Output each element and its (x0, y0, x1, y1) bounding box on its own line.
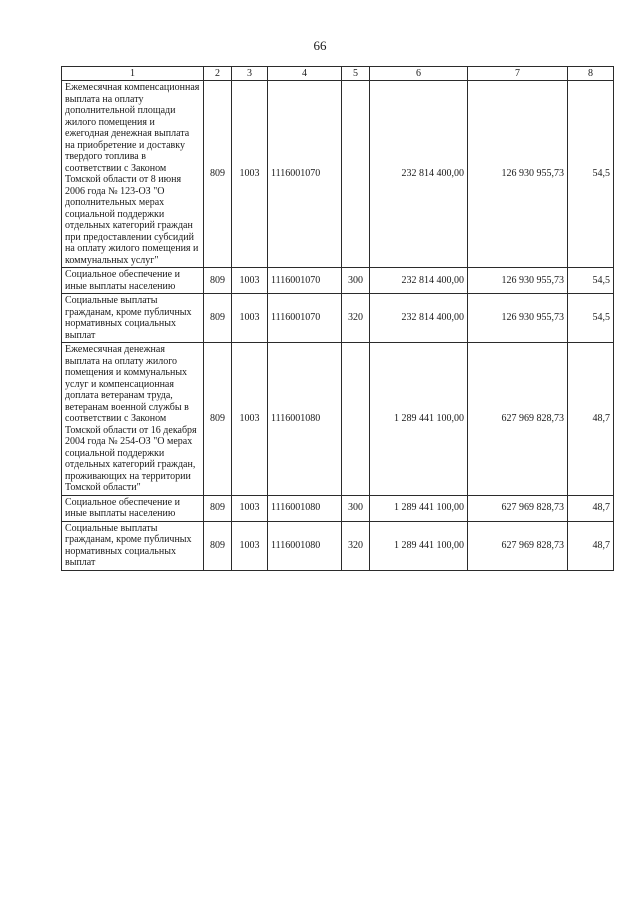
section-code-cell: 1003 (232, 81, 268, 268)
actual-amount-cell: 627 969 828,73 (468, 521, 568, 570)
admin-code-cell: 809 (204, 268, 232, 294)
row-name-cell: Социальные выплаты гражданам, кроме публичных нормативных социальных выплат (62, 521, 204, 570)
expense-type-cell (342, 81, 370, 268)
section-code-cell: 1003 (232, 343, 268, 496)
column-header: 2 (204, 67, 232, 81)
percent-cell: 48,7 (568, 495, 614, 521)
target-article-cell: 1116001070 (268, 81, 342, 268)
actual-amount-cell: 627 969 828,73 (468, 343, 568, 496)
target-article-cell: 1116001070 (268, 294, 342, 343)
column-header: 7 (468, 67, 568, 81)
actual-amount-cell: 126 930 955,73 (468, 268, 568, 294)
expense-type-cell: 300 (342, 495, 370, 521)
section-code-cell: 1003 (232, 521, 268, 570)
section-code-cell: 1003 (232, 294, 268, 343)
admin-code-cell: 809 (204, 343, 232, 496)
admin-code-cell: 809 (204, 495, 232, 521)
table-row (62, 495, 614, 521)
plan-amount-cell: 1 289 441 100,00 (370, 495, 468, 521)
table-row (62, 81, 614, 268)
row-name-cell: Ежемесячная компенсационная выплата на оплату дополнительной площади жилого помещения и ежегодная денежная выплата на приобретение и доставку твердого топлива в соответствии с Законом Томской области от 8 июня 2006 года № 123-ОЗ "О дополнительных мерах социальной поддержки отдельных категорий граждан при предоставлении субсидий на оплату жилого помещения и коммунальных услуг" (62, 81, 204, 268)
column-header: 3 (232, 67, 268, 81)
column-header: 4 (268, 67, 342, 81)
admin-code-cell: 809 (204, 81, 232, 268)
plan-amount-cell: 232 814 400,00 (370, 81, 468, 268)
plan-amount-cell: 232 814 400,00 (370, 294, 468, 343)
table-row (62, 521, 614, 570)
row-name-cell: Ежемесячная денежная выплата на оплату жилого помещения и коммунальных услуг и компенсационная доплата ветеранам труда, ветеранам военной службы в соответствии с Законом Томской области от 16 декабря 2004 года № 254-ОЗ "О мерах социальной поддержки отдельных категорий граждан, проживающих на территории Томской области" (62, 343, 204, 496)
row-name-cell: Социальное обеспечение и иные выплаты населению (62, 268, 204, 294)
target-article-cell: 1116001080 (268, 495, 342, 521)
target-article-cell: 1116001080 (268, 343, 342, 496)
budget-table (61, 66, 614, 571)
column-header: 1 (62, 67, 204, 81)
section-code-cell: 1003 (232, 268, 268, 294)
table-row (62, 294, 614, 343)
row-name-cell: Социальные выплаты гражданам, кроме публичных нормативных социальных выплат (62, 294, 204, 343)
percent-cell: 54,5 (568, 268, 614, 294)
column-header: 8 (568, 67, 614, 81)
plan-amount-cell: 1 289 441 100,00 (370, 521, 468, 570)
percent-cell: 54,5 (568, 81, 614, 268)
target-article-cell: 1116001070 (268, 268, 342, 294)
row-name-cell: Социальное обеспечение и иные выплаты населению (62, 495, 204, 521)
actual-amount-cell: 627 969 828,73 (468, 495, 568, 521)
column-header: 5 (342, 67, 370, 81)
expense-type-cell: 300 (342, 268, 370, 294)
expense-type-cell (342, 343, 370, 496)
actual-amount-cell: 126 930 955,73 (468, 81, 568, 268)
expense-type-cell: 320 (342, 294, 370, 343)
section-code-cell: 1003 (232, 495, 268, 521)
actual-amount-cell: 126 930 955,73 (468, 294, 568, 343)
admin-code-cell: 809 (204, 521, 232, 570)
plan-amount-cell: 1 289 441 100,00 (370, 343, 468, 496)
admin-code-cell: 809 (204, 294, 232, 343)
percent-cell: 54,5 (568, 294, 614, 343)
percent-cell: 48,7 (568, 521, 614, 570)
table-header-row (62, 67, 614, 81)
expense-type-cell: 320 (342, 521, 370, 570)
percent-cell: 48,7 (568, 343, 614, 496)
table-row (62, 343, 614, 496)
table-row (62, 268, 614, 294)
column-header: 6 (370, 67, 468, 81)
plan-amount-cell: 232 814 400,00 (370, 268, 468, 294)
page-number: 66 (313, 38, 327, 53)
target-article-cell: 1116001080 (268, 521, 342, 570)
